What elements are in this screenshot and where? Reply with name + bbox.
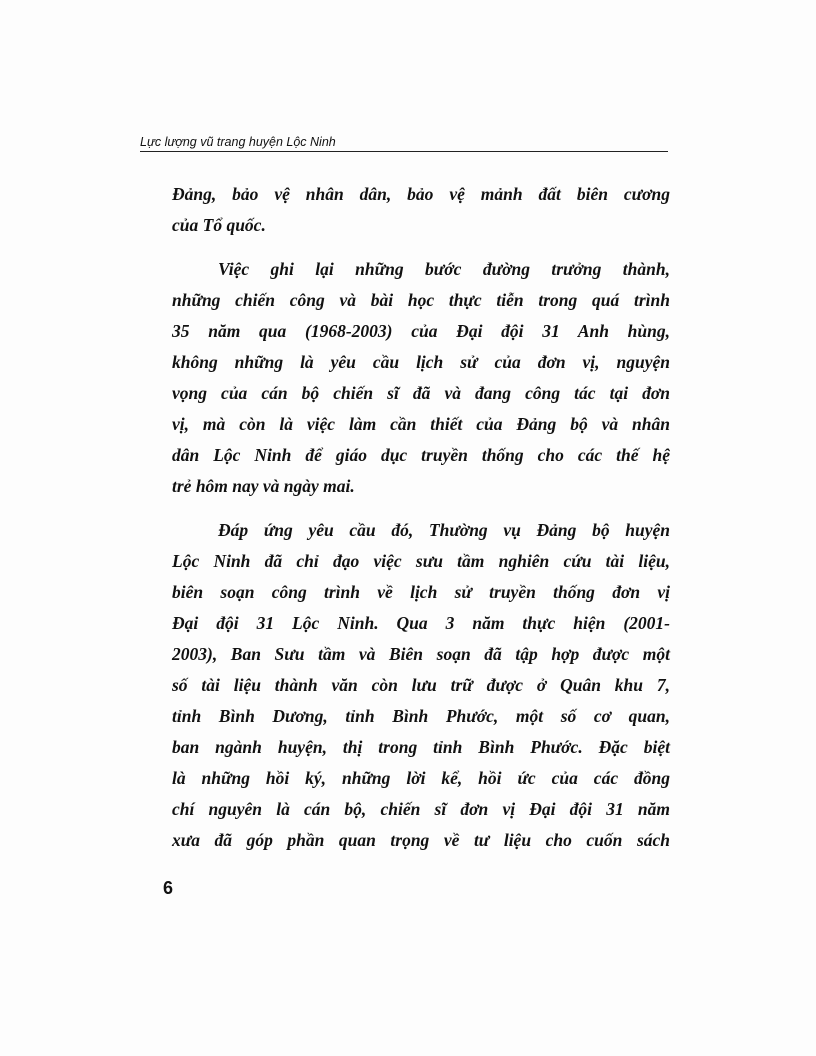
text-line: vị, mà còn là việc làm cần thiết của Đảng bộ và nhân xyxy=(172,414,670,434)
text-line: Đại đội 31 Lộc Ninh. Qua 3 năm thực hiện (2001- xyxy=(172,613,670,633)
text-line: ban ngành huyện, thị trong tỉnh Bình Phước. Đặc biệt xyxy=(172,737,670,757)
header-rule xyxy=(140,151,668,152)
text-line: không những là yêu cầu lịch sử của đơn vị, nguyện xyxy=(172,352,670,372)
text-line: những chiến công và bài học thực tiễn trong quá trình xyxy=(172,290,670,310)
running-header: Lực lượng vũ trang huyện Lộc Ninh xyxy=(140,135,336,149)
text-line: số tài liệu thành văn còn lưu trữ được ở Quân khu 7, xyxy=(172,675,670,695)
text-line: Việc ghi lại những bước đường trưởng thành, xyxy=(218,259,670,279)
page-number: 6 xyxy=(163,878,174,898)
text-line: Lộc Ninh đã chỉ đạo việc sưu tầm nghiên cứu tài liệu, xyxy=(172,551,670,571)
text-line: Đảng, bảo vệ nhân dân, bảo vệ mảnh đất biên cương xyxy=(172,184,670,204)
text-line: dân Lộc Ninh để giáo dục truyền thống cho các thế hệ xyxy=(172,445,670,465)
text-line: là những hồi ký, những lời kể, hồi ức của các đồng xyxy=(172,768,670,788)
text-line: biên soạn công trình về lịch sử truyền thống đơn vị xyxy=(172,582,670,602)
text-line: 2003), Ban Sưu tầm và Biên soạn đã tập hợp được một xyxy=(172,644,670,664)
text-line: vọng của cán bộ chiến sĩ đã và đang công tác tại đơn xyxy=(172,383,670,403)
text-line: xưa đã góp phần quan trọng về tư liệu cho cuốn sách xyxy=(172,830,670,850)
text-line: trẻ hôm nay và ngày mai. xyxy=(172,476,355,496)
text-line: 35 năm qua (1968-2003) của Đại đội 31 Anh hùng, xyxy=(172,321,670,341)
text-line: chí nguyên là cán bộ, chiến sĩ đơn vị Đại đội 31 năm xyxy=(172,799,670,819)
text-line: tỉnh Bình Dương, tỉnh Bình Phước, một số cơ quan, xyxy=(172,706,670,726)
text-line: Đáp ứng yêu cầu đó, Thường vụ Đảng bộ huyện xyxy=(218,520,670,540)
text-line: của Tổ quốc. xyxy=(172,215,266,235)
